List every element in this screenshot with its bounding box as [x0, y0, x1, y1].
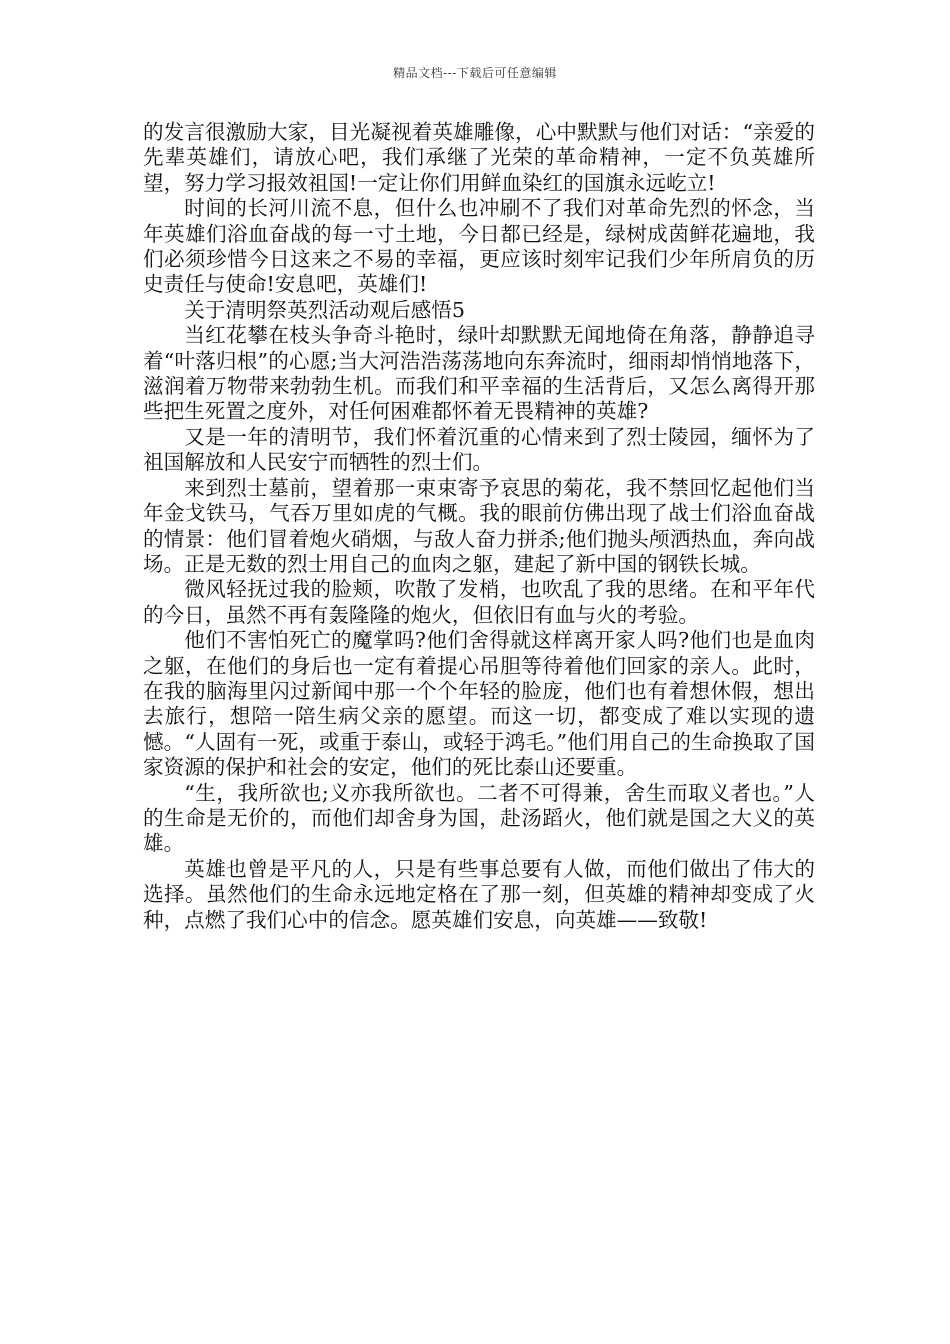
paragraph: 当红花攀在枝头争奇斗艳时，绿叶却默默无闻地倚在角落，静静追寻着“叶落归根”的心愿;当大河浩浩荡荡地向东奔流时，细雨却悄悄地落下，滋润着万物带来勃勃生机。而我们和平幸福的生活背后，又怎么离得开那些把生死置之度外，对任何困难都怀着无畏精神的英雄? — [143, 323, 815, 424]
paragraph: 的发言很激励大家，目光凝视着英雄雕像，心中默默与他们对话：“亲爱的先辈英雄们，请放心吧，我们承继了光荣的革命精神，一定不负英雄所望，努力学习报效祖国!一定让你们用鲜血染红的国旗永远屹立! — [143, 120, 815, 195]
paragraph: 又是一年的清明节，我们怀着沉重的心情来到了烈士陵园，缅怀为了祖国解放和人民安宁而牺牲的烈士们。 — [143, 424, 815, 475]
paragraph: “生，我所欲也;义亦我所欲也。二者不可得兼，舍生而取义者也。”人的生命是无价的，而他们却舍身为国，赴汤蹈火，他们就是国之大义的英雄。 — [143, 780, 815, 856]
document-body — [143, 120, 815, 933]
paragraph: 来到烈士墓前，望着那一束束寄予哀思的菊花，我不禁回忆起他们当年金戈铁马，气吞万里如虎的气概。我的眼前仿佛出现了战士们浴血奋战的情景：他们冒着炮火硝烟，与敌人奋力拼杀;他们抛头颅洒热血，奔向战场。正是无数的烈士用自己的血肉之躯，建起了新中国的钢铁长城。 — [143, 475, 815, 576]
paragraph: 他们不害怕死亡的魔掌吗?他们舍得就这样离开家人吗?他们也是血肉之躯，在他们的身后也一定有着提心吊胆等待着他们回家的亲人。此时，在我的脑海里闪过新闻中那一个个年轻的脸庞，他们也有着想休假，想出去旅行，想陪一陪生病父亲的愿望。而这一切，都变成了难以实现的遗憾。“人固有一死，或重于泰山，或轻于鸿毛。”他们用自己的生命换取了国家资源的保护和社会的安定，他们的死比泰山还要重。 — [143, 628, 815, 780]
page-header: 精品文档---下载后可任意编辑 — [393, 66, 557, 80]
section-title: 关于清明祭英烈活动观后感悟5 — [184, 297, 466, 322]
paragraph: 微风轻抚过我的脸颊，吹散了发梢，也吹乱了我的思绪。在和平年代的今日，虽然不再有轰隆隆的炮火，但依旧有血与火的考验。 — [143, 577, 815, 627]
paragraph: 英雄也曾是平凡的人，只是有些事总要有人做，而他们做出了伟大的选择。虽然他们的生命永远地定格在了那一刻，但英雄的精神却变成了火种，点燃了我们心中的信念。愿英雄们安息，向英雄——致敬! — [143, 856, 815, 932]
paragraph: 时间的长河川流不息，但什么也冲刷不了我们对革命先烈的怀念，当年英雄们浴血奋战的每一寸土地，今日都已经是，绿树成茵鲜花遍地，我们必须珍惜今日这来之不易的幸福，更应该时刻牢记我们少年所肩负的历史责任与使命!安息吧，英雄们! — [143, 196, 815, 297]
